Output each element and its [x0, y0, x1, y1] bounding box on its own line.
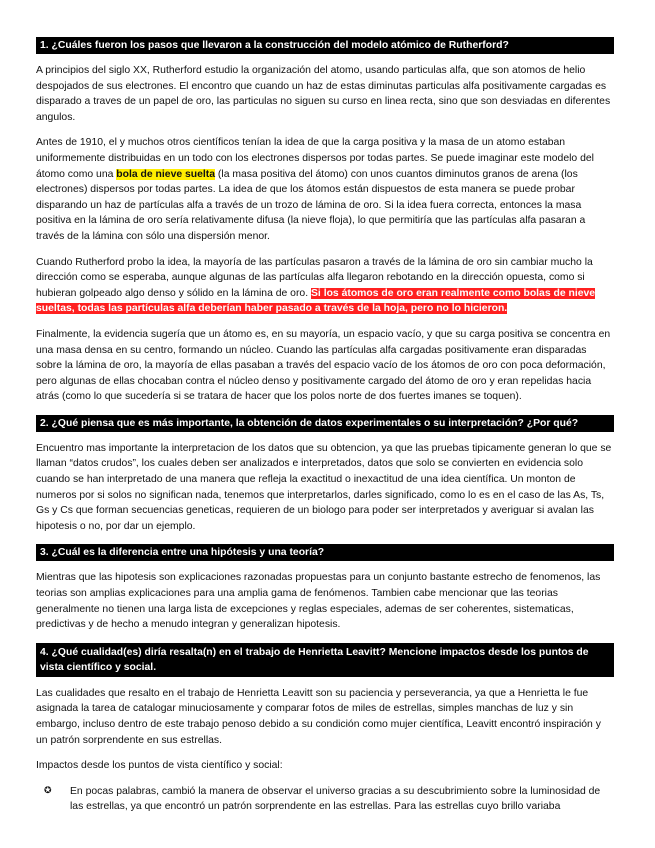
- bullet-star-icon: ✪: [44, 785, 52, 796]
- question-2-heading: 2. ¿Qué piensa que es más importante, la obtención de datos experimentales o su interpretación? ¿Por qué?: [36, 415, 614, 432]
- q4-paragraph-2: Impactos desde los puntos de vista científico y social:: [36, 760, 283, 772]
- bullet-text: En pocas palabras, cambió la manera de observar el universo gracias a su descubrimiento sobre la luminosidad de las estrellas, ya que encontró un patrón sorprendente en las estrellas. Para las estrellas cuyo brillo variaba: [70, 785, 601, 813]
- q1-p2-text-after: (la masa positiva del átomo) con unos cuantos diminutos granos de arena (los electrones) dispersos por todas partes. La idea de que los átomos están dispuestos de esta manera se puede probar disparando un haz de partículas alfa a través de un trozo de lámina de oro. Si la idea fuera correcta, entonces la masa positiva en la lámina de oro sería relativamente difusa (la nieve floja), lo que permitiría que las partículas alfa pasaran a través de la lámina con sólo una dispersión menor.: [36, 168, 586, 242]
- q1-paragraph-2: [36, 135, 614, 244]
- q1-p2-text-before: Antes de 1910, el y muchos otros científicos tenían la idea de que la carga positiva y la masa de un atomo estaban uniformemente distribuidas en un todo con los electrones dispersos por todas partes. Se puede imaginar este modelo del átomo como una: [36, 137, 594, 180]
- document-content: [36, 37, 614, 815]
- q1-paragraph-3: [36, 255, 614, 317]
- highlight-bola-de-nieve: bola de nieve suelta: [116, 168, 216, 180]
- question-4-heading: 4. ¿Qué cualidad(es) diría resalta(n) en el trabajo de Henrietta Leavitt? Mencione impactos desde los puntos de vista científico y social.: [36, 643, 614, 677]
- highlight-red-sentence: Si los átomos de oro eran realmente como bolas de nieve sueltas, todas las partículas alfa deberían haber pasado a través de la hoja, pero no lo hicieron.: [36, 287, 596, 315]
- q1-paragraph-1: A principios del siglo XX, Rutherford estudio la organización del atomo, usando particulas alfa, que son atomos de helio despojados de sus electrones. El encontro que cuando un haz de estas diminutas particulas alfa positivamente cargadas es disparado a traves de un papel de oro, las particulas no siguen su curso en linea recta, sino que son desviadas en diferentes angulos.: [36, 65, 611, 123]
- q1-p3-text-before: Cuando Rutherford probo la idea, la mayoría de las partículas pasaron a través de la lámina de oro sin cambiar mucho la dirección como se esperaba, aunque algunas de las partículas alfa llegaron rebotando en la dirección opuesta, como si hubieran golpeado algo denso y sólido en la lámina de oro.: [36, 256, 593, 299]
- q3-paragraph-1: Mientras que las hipotesis son explicaciones razonadas propuestas para un conjunto bastante estrecho de fenomenos, las teorias son amplias explicaciones para una amplia gama de fenómenos. Tambien cabe mencionar que las teorias generalmente no tienen una larga lista de excepciones y reglas especiales, ademas de ser coherentes, sistematicas, predictivas y de hecho a menudo integran y generalizan hipotesis.: [36, 572, 601, 631]
- list-item: [42, 784, 614, 815]
- question-3-heading: 3. ¿Cuál es la diferencia entre una hipótesis y una teoría?: [36, 544, 614, 561]
- question-1-heading: 1. ¿Cuáles fueron los pasos que llevaron a la construcción del modelo atómico de Rutherford?: [36, 37, 614, 54]
- q1-paragraph-4: Finalmente, la evidencia sugería que un átomo es, en su mayoría, un espacio vacío, y que su carga positiva se concentra en una masa densa en su centro, formando un núcleo. Cuando las partículas alfa cargadas positivamente eran disparadas sobre la lámina de oro, la mayoría de ellas pasaban a través del espacio vacío de los átomos de oro con poca deformación, pero algunas de ellas chocaban contra el núcleo denso y positivamente cargado del átomo de oro y eran repelidas hacia atrás (como lo que sucedería si se tratara de hacer que los polos norte de dos fuertes imanes se toquen).: [36, 328, 611, 403]
- q2-paragraph-1: Encuentro mas importante la interpretacion de los datos que su obtencion, ya que las pruebas tipicamente generan lo que se llaman “datos crudos”, los cuales deben ser analizados e interpretados, datos que solo se convierten en evidencia solo cuando se han interpretado de una manera que refleja la exactitud o inexactitud de una idea científica. Un monton de numeros por si solos no significan nada, tenemos que interpretarlos, darles significado, como lo es en el caso de las As, Ts, Gs y Cs que forman secuencias geneticas, requieren de un biologo para poder ser interpretados y averiguar si avalan las hipotesis o no, por dar un ejemplo.: [36, 442, 612, 532]
- q4-paragraph-1: Las cualidades que resalto en el trabajo de Henrietta Leavitt son su paciencia y perseverancia, ya que a Henrietta le fue asignada la tarea de catalogar minuciosamente y comparar fotos de miles de estrellas, simples manchas de luz y sin embargo, incluso dentro de este trabajo penoso debido a su condición como mujer científica, Leavitt encontró inspiración y un patrón sorprendente en sus estrellas.: [36, 687, 601, 746]
